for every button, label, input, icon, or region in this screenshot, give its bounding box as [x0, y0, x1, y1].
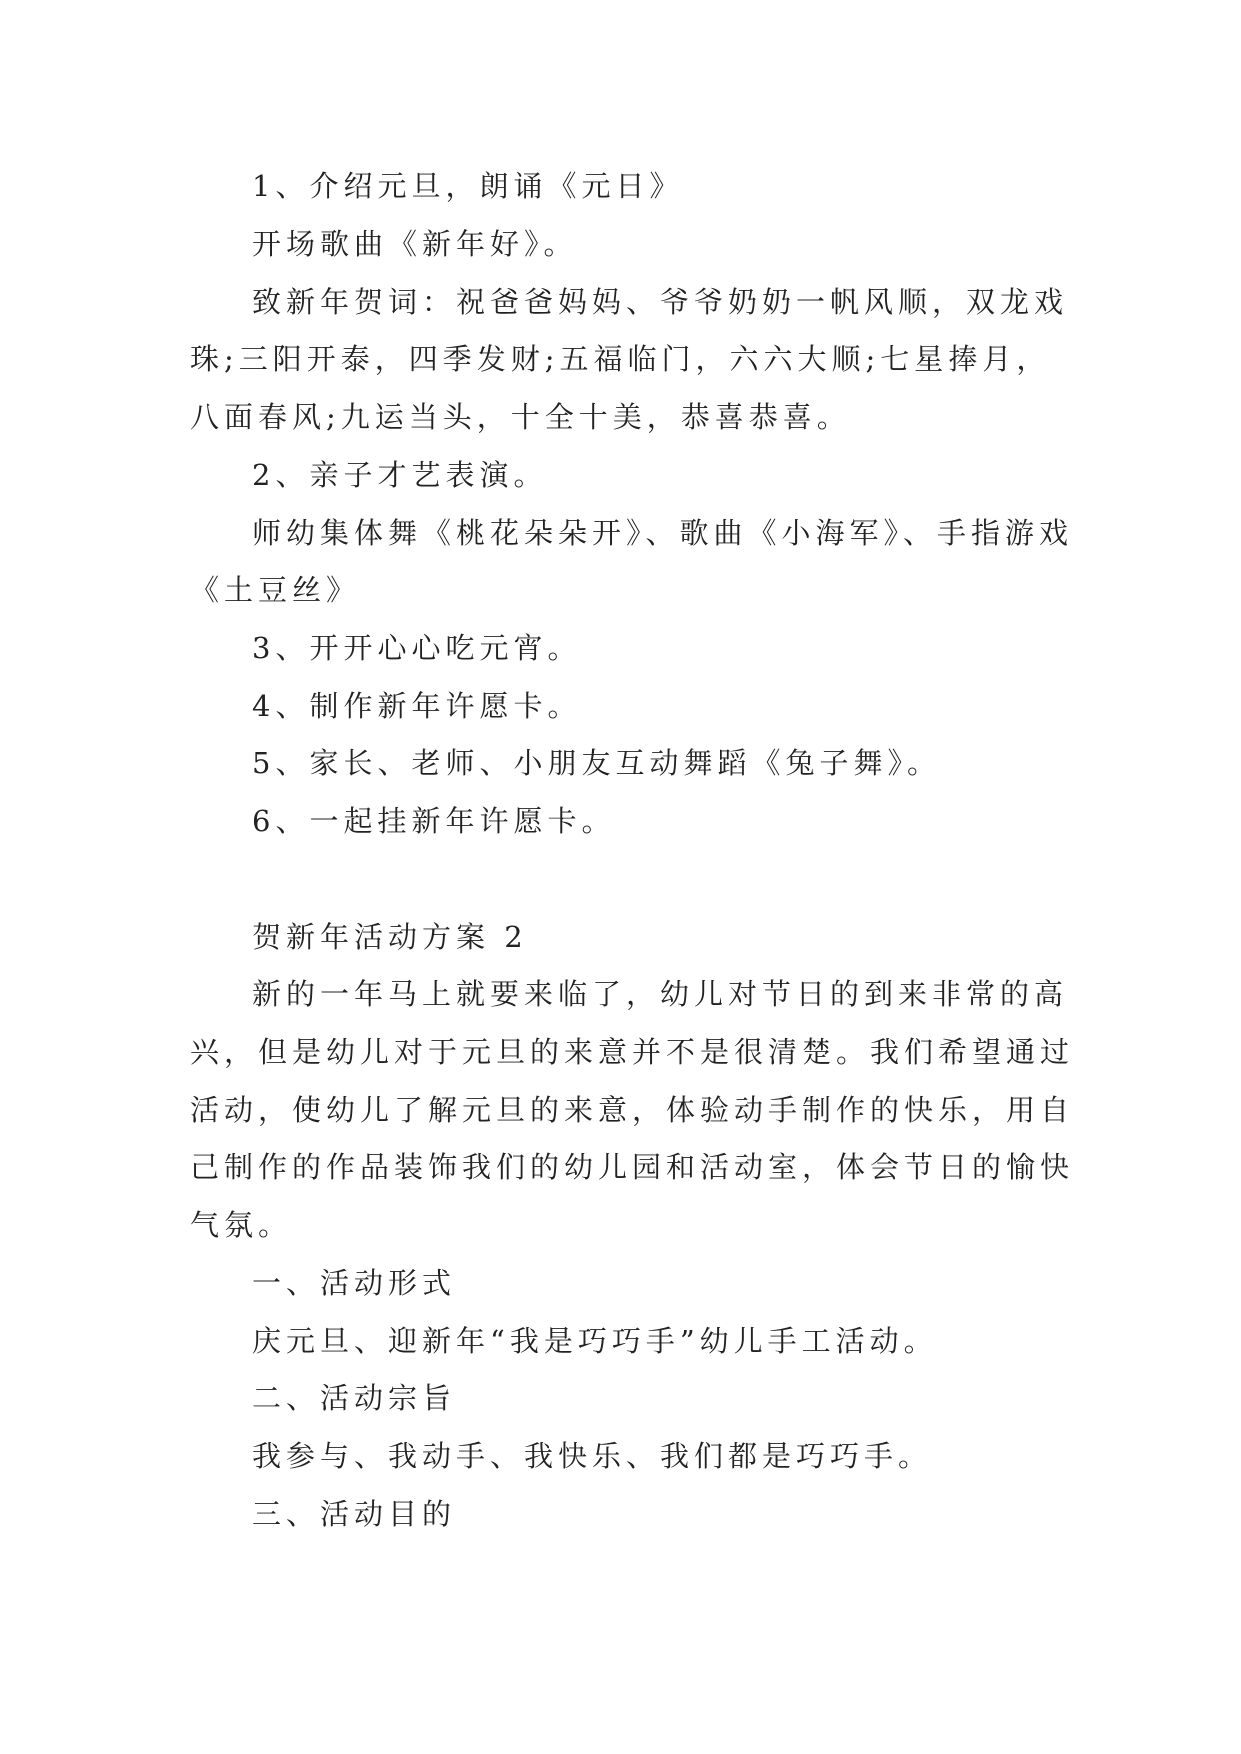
new-year-greeting-line-2: 珠;三阳开泰，四季发财;五福临门，六六大顺;七星捧月， [190, 342, 1051, 376]
intro-paragraph-line-2: 兴，但是幼儿对于元旦的来意并不是很清楚。我们希望通过 [190, 1035, 1075, 1069]
heading-activity-purpose: 二、活动宗旨 [252, 1381, 457, 1415]
new-year-greeting-line-3: 八面春风;九运当头，十全十美，恭喜恭喜。 [190, 400, 851, 434]
program-item-1: 1、介绍元旦，朗诵《元日》 [252, 169, 684, 203]
new-year-greeting-line-1: 致新年贺词：祝爸爸妈妈、爷爷奶奶一帆风顺，双龙戏 [252, 285, 1069, 319]
intro-paragraph-line-3: 活动，使幼儿了解元旦的来意，体验动手制作的快乐，用自 [190, 1093, 1075, 1127]
performance-list-line-1: 师幼集体舞《桃花朵朵开》、歌曲《小海军》、手指游戏 [252, 516, 1074, 550]
intro-paragraph-line-4: 己制作的作品装饰我们的幼儿园和活动室，体会节日的愉快 [190, 1150, 1075, 1184]
opening-song: 开场歌曲《新年好》。 [252, 227, 578, 261]
program-item-5: 5、家长、老师、小朋友互动舞蹈《兔子舞》。 [252, 746, 941, 780]
performance-list-line-2: 《土豆丝》 [190, 573, 361, 607]
program-item-2: 2、亲子才艺表演。 [252, 458, 548, 492]
intro-paragraph-line-1: 新的一年马上就要来临了，幼儿对节日的到来非常的高 [252, 977, 1069, 1011]
program-item-3: 3、开开心心吃元宵。 [252, 631, 582, 665]
program-item-6: 6、一起挂新年许愿卡。 [252, 804, 616, 838]
activity-form-text: 庆元旦、迎新年“我是巧巧手”幼儿手工活动。 [252, 1324, 938, 1358]
heading-activity-form: 一、活动形式 [252, 1266, 457, 1300]
heading-activity-goal: 三、活动目的 [252, 1497, 457, 1531]
intro-paragraph-line-5: 气氛。 [190, 1208, 293, 1242]
activity-purpose-text: 我参与、我动手、我快乐、我们都是巧巧手。 [252, 1439, 933, 1473]
section-title: 贺新年活动方案 2 [252, 920, 528, 954]
program-item-4: 4、制作新年许愿卡。 [252, 689, 582, 723]
